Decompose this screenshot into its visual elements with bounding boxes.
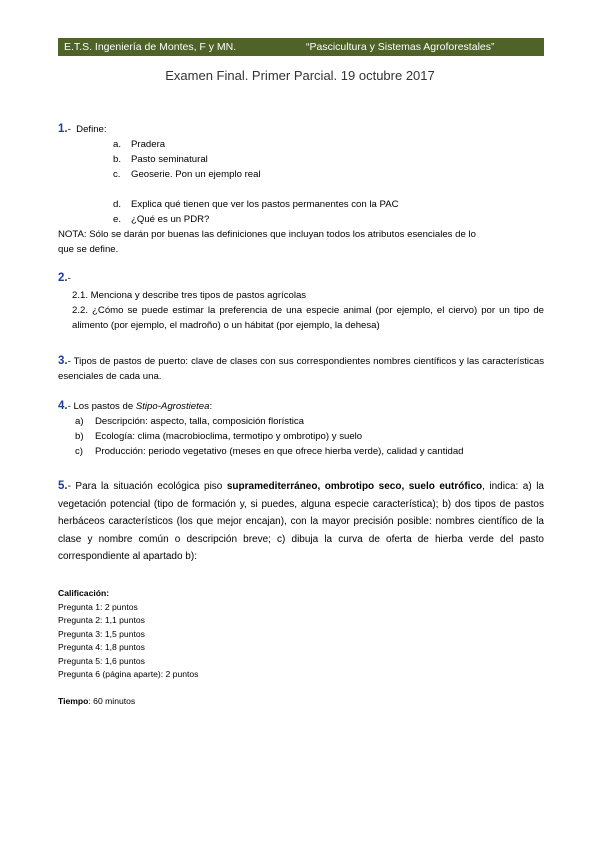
header-bar: [58, 38, 544, 56]
question-3: [58, 354, 544, 384]
grading-line: Pregunta 4: 1,8 puntos: [58, 642, 145, 652]
q1-note-line-2: que se define.: [58, 244, 119, 255]
q1-item-c: [113, 167, 120, 182]
q4-item-c: [75, 444, 83, 459]
header-school: E.T.S. Ingeniería de Montes, F y MN.: [64, 41, 237, 53]
question-2-dash: -: [67, 273, 71, 284]
question-1-intro: Define:: [76, 124, 107, 135]
exam-time-value: : 60 minutos: [88, 696, 136, 706]
question-4-intro: - Los pastos de: [67, 401, 136, 412]
question-3-number: 3.: [58, 355, 68, 367]
q1-item-d: [113, 197, 121, 212]
exam-time-label: Tiempo: [58, 696, 89, 706]
q2-item-1: 2.1. Menciona y describe tres tipos de pastos agrícolas: [72, 290, 307, 301]
q1-item-a: [113, 137, 121, 152]
exam-time: [58, 695, 135, 709]
question-5-text-start: - Para la situación ecológica piso: [67, 481, 227, 492]
q2-item-2: 2.2. ¿Cómo se puede estimar la preferencia de una especie animal (por ejemplo, el ciervo) por un tipo de alimento (por ejemplo, el madroño) o un hábitat (por ejemplo, la dehesa): [72, 305, 544, 331]
grading-line: Pregunta 5: 1,6 puntos: [58, 655, 145, 666]
question-4-number: 4.: [58, 400, 68, 412]
q1-item-c-text: Geoserie. Pon un ejemplo real: [131, 169, 261, 180]
question-3-text: - Tipos de pastos de puerto: clave de clases con sus correspondientes nombres científicos y las características esenciales de cada una.: [58, 356, 544, 382]
q1-note: [58, 227, 544, 257]
q1-item-letter: d.: [113, 199, 122, 210]
q1-item-b-text: Pasto seminatural: [131, 154, 208, 165]
question-2-number: 2.: [58, 272, 68, 284]
question-5: [58, 478, 544, 566]
q1-item-e: [113, 212, 121, 227]
q1-item-b: [113, 152, 121, 167]
q4-item-letter: c): [75, 446, 83, 457]
q1-item-d-text: Explica qué tienen que ver los pastos permanentes con la PAC: [131, 199, 399, 210]
question-5-situation: supramediterráneo, ombrotipo seco, suelo eutrófico: [226, 481, 483, 492]
exam-title: Examen Final. Primer Parcial. 19 octubre 2017: [165, 68, 435, 83]
question-4-heading: [58, 399, 212, 414]
q4-item-letter: a): [75, 416, 84, 427]
grading-line: Pregunta 6 (página aparte): 2 puntos: [58, 669, 199, 679]
grading-line: Pregunta 2: 1,1 puntos: [58, 615, 145, 625]
question-1-dash: -: [67, 124, 71, 135]
grading-line: Pregunta 3: 1,5 puntos: [58, 628, 145, 639]
grading-line: Pregunta 1: 2 puntos: [58, 601, 138, 612]
question-4-intro-end: :: [209, 401, 213, 412]
question-1-heading: [58, 122, 107, 137]
question-5-number: 5.: [58, 480, 68, 492]
question-5-text-rest: , indica: a) la vegetación potencial (tipo de formación y, si puedes, alguna especie característica); b) dos tipos de pastos herbáceos característicos (los que mejor encajan), con la mayor precisión posible: nombres científico de la clase y nombre común o descripción breve; c) dibuja la curva de oferta de hierba verde del pasto correspondiente al apartado b):: [58, 481, 544, 562]
q1-item-e-text: ¿Qué es un PDR?: [131, 214, 210, 225]
q4-item-a: [75, 414, 84, 429]
q1-item-a-text: Pradera: [131, 139, 166, 150]
q1-item-letter: c.: [113, 169, 121, 180]
question-4-intro-taxon: Stipo-Agrostietea: [135, 401, 210, 412]
q1-note-line-1: NOTA: Sólo se darán por buenas las definiciones que incluyan todos los atributos esenciales de lo: [58, 229, 476, 240]
question-2-heading: [58, 271, 71, 286]
q1-item-letter: b.: [113, 154, 122, 165]
q1-item-letter: e.: [113, 214, 122, 225]
q4-item-a-text: Descripción: aspecto, talla, composición florística: [95, 416, 305, 427]
q4-item-b: [75, 429, 84, 444]
q1-item-letter: a.: [113, 139, 122, 150]
grading-title: Calificación:: [58, 588, 110, 598]
q4-item-b-text: Ecología: clima (macrobioclima, termotipo y ombrotipo) y suelo: [95, 431, 363, 442]
q4-item-letter: b): [75, 431, 84, 442]
header-course: “Pascicultura y Sistemas Agroforestales”: [306, 41, 495, 53]
q4-item-c-text: Producción: periodo vegetativo (meses en que ofrece hierba verde), calidad y cantidad: [95, 446, 464, 457]
question-1-number: 1.: [58, 123, 68, 135]
